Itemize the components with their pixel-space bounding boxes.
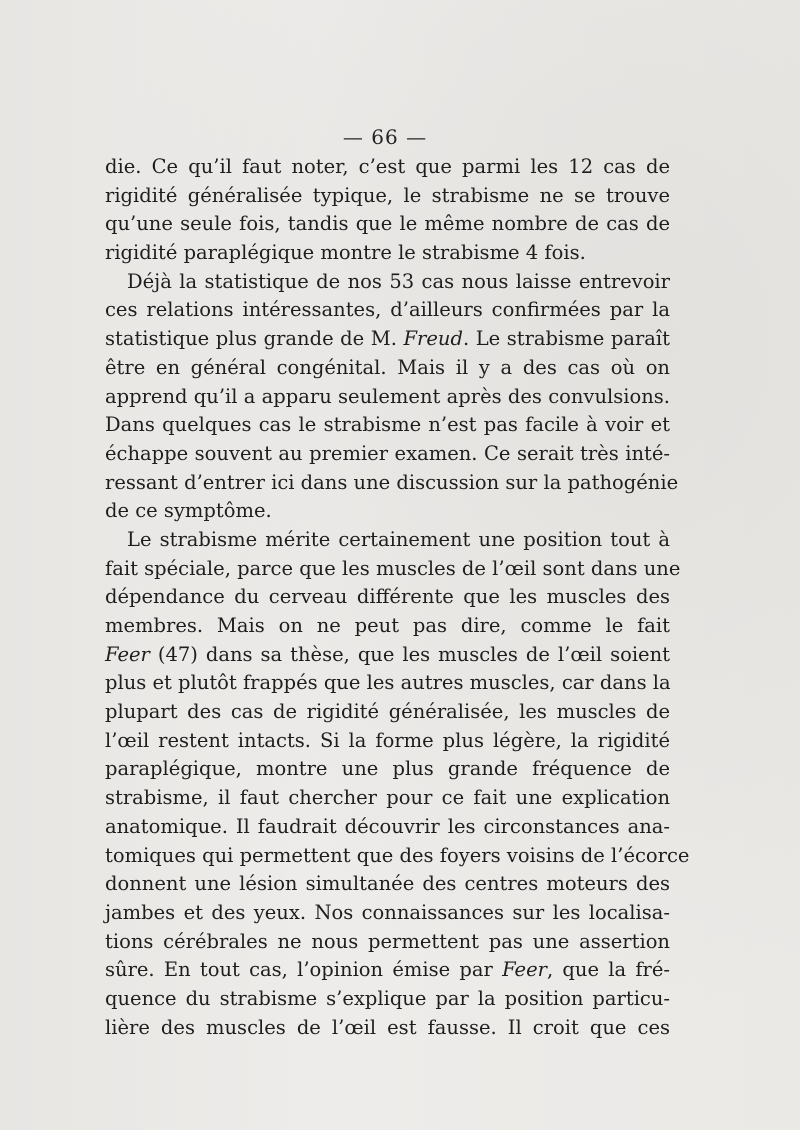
text-line: ressant d’entrer ici dans une discussion sur la pathogénie [105,470,679,494]
text-line: Feer (47) dans sa thèse, que les muscles de l’œil soient [105,642,670,666]
text-line: Déjà la statistique de nos 53 cas nous laisse entrevoir [127,269,670,293]
text-line: quence du strabisme s’explique par la position particu- [105,986,670,1010]
text-line: dépendance du cerveau différente que les muscles des [105,585,670,609]
text-line: tions cérébrales ne nous permettent pas une assertion [105,929,670,953]
text-line: anatomique. Il faudrait découvrir les circonstances ana- [105,814,670,838]
text-line: de ce symptôme. [105,499,272,523]
text-line: tomiques qui permettent que des foyers voisins de l’écorce [105,843,690,867]
text-line: l’œil restent intacts. Si la forme plus légère, la rigidité [105,728,670,752]
page-number: — 66 — [342,125,428,149]
text-line: plupart des cas de rigidité généralisée, les muscles de [105,700,670,724]
text-line: Dans quelques cas le strabisme n’est pas facile à voir et [105,413,670,437]
text-line: strabisme, il faut chercher pour ce fait une explication [105,786,670,810]
text-line: lière des muscles de l’œil est fausse. Il croit que ces [105,1015,670,1039]
text-line: paraplégique, montre une plus grande fréquence de [105,757,670,781]
text-line: fait spéciale, parce que les muscles de l’œil sont dans une [105,556,681,580]
text-line: Le strabisme mérite certainement une position tout à [127,527,670,551]
text-line: échappe souvent au premier examen. Ce serait très inté- [105,441,670,465]
text-line: die. Ce qu’il faut noter, c’est que parmi les 12 cas de [105,155,670,178]
body-text [105,153,690,1042]
text-line: plus et plutôt frappés que les autres muscles, car dans la [105,671,671,695]
text-line: donnent une lésion simultanée des centres moteurs des [105,872,670,896]
text-line: apprend qu’il a apparu seulement après des convulsions. [105,384,670,408]
text-line: rigidité paraplégique montre le strabisme 4 fois. [105,241,586,265]
text-line: ces relations intéressantes, d’ailleurs confirmées par la [105,298,670,322]
text-line: membres. Mais on ne peut pas dire, comme le fait [105,614,670,637]
text-line: être en général congénital. Mais il y a des cas où on [105,355,670,379]
text-line: statistique plus grande de M. Freud. Le strabisme paraît [105,327,670,351]
text-line: rigidité généralisée typique, le strabisme ne se trouve [105,183,670,207]
text-line: sûre. En tout cas, l’opinion émise par Feer, que la fré- [105,958,671,982]
text-line: qu’une seule fois, tandis que le même nombre de cas de [105,212,670,236]
text-line: jambes et des yeux. Nos connaissances sur les localisa- [105,900,670,924]
